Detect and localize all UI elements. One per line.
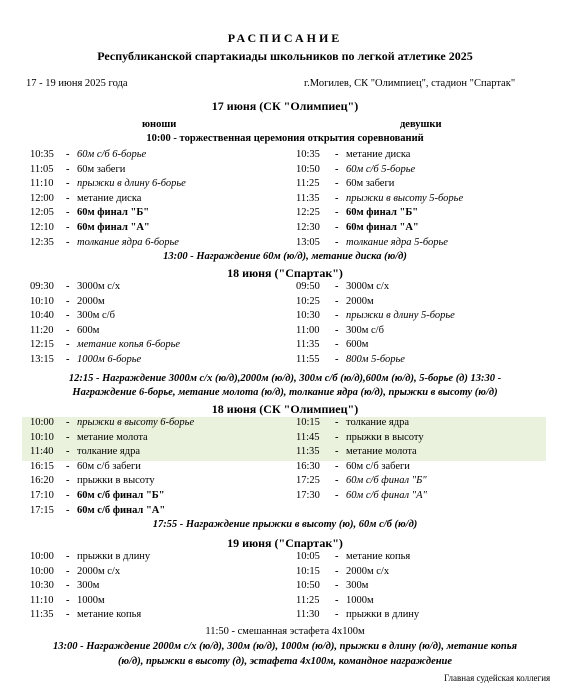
boys-dash: - (66, 222, 70, 233)
schedule-row (22, 432, 546, 447)
boys-dash: - (66, 149, 70, 160)
girls-dash: - (335, 281, 339, 292)
girls-event: 60м с/б забеги (346, 460, 410, 472)
boys-time: 11:40 (30, 446, 54, 458)
schedule-row (22, 446, 546, 461)
boys-dash: - (66, 504, 70, 516)
boys-time: 12:00 (30, 192, 54, 204)
boys-event: прыжки в высоту (77, 475, 155, 487)
column-header-girls: девушки (400, 119, 442, 130)
boys-event: 300м (77, 580, 100, 592)
boys-event: 60м с/б забеги (77, 460, 141, 472)
boys-time: 11:10 (30, 178, 54, 190)
schedule-row (0, 475, 570, 490)
girls-event: 600м (346, 339, 369, 351)
boys-dash: - (66, 431, 70, 443)
opening-ceremony: 10:00 - торжественная церемония открытия соревнований (146, 133, 424, 144)
boys-time: 10:10 (30, 295, 54, 307)
boys-time: 12:10 (30, 222, 54, 233)
boys-dash: - (66, 551, 70, 562)
girls-dash: - (335, 594, 339, 606)
girls-dash: - (335, 580, 339, 592)
girls-dash: - (335, 163, 339, 175)
girls-time: 16:30 (296, 460, 320, 472)
girls-event: 2000м с/х (346, 565, 390, 577)
boys-time: 12:15 (30, 339, 54, 351)
boys-dash: - (66, 207, 70, 219)
girls-event: 2000м (346, 295, 374, 307)
girls-event: метание молота (346, 446, 417, 458)
day-heading: 18 июня ("Спартак") (227, 266, 343, 280)
girls-time: 10:30 (296, 310, 320, 322)
boys-time: 16:20 (30, 475, 54, 487)
girls-time: 10:50 (296, 163, 320, 175)
boys-event: 60м финал "Б" (77, 207, 150, 219)
girls-time: 11:35 (296, 446, 320, 458)
boys-event: прыжки в длину (77, 551, 151, 562)
girls-dash: - (335, 460, 339, 472)
girls-event: 60м с/б финал "А" (346, 490, 427, 501)
boys-event: метание диска (77, 192, 142, 204)
girls-dash: - (335, 446, 339, 458)
boys-time: 11:35 (30, 609, 54, 621)
boys-dash: - (66, 236, 70, 248)
girls-time: 10:25 (296, 295, 320, 307)
boys-event: 1000м 6-борье (77, 354, 142, 365)
girls-time: 10:15 (296, 417, 320, 428)
schedule-row (0, 354, 570, 369)
boys-time: 11:10 (30, 594, 54, 606)
boys-dash: - (66, 178, 70, 190)
girls-time: 11:35 (296, 339, 320, 351)
girls-dash: - (335, 310, 339, 322)
girls-time: 10:50 (296, 580, 320, 592)
boys-time: 11:05 (30, 163, 54, 175)
boys-event: 1000м (77, 594, 105, 606)
column-header-boys: юноши (142, 119, 177, 130)
girls-time: 09:50 (296, 281, 320, 292)
girls-event: метание диска (346, 149, 411, 160)
girls-dash: - (335, 149, 339, 160)
boys-dash: - (66, 281, 70, 292)
boys-dash: - (66, 324, 70, 336)
boys-event: прыжки в высоту 6-борье (77, 417, 195, 428)
girls-event: метание копья (346, 551, 411, 562)
girls-dash: - (335, 354, 339, 365)
boys-time: 12:35 (30, 236, 54, 248)
schedule-row (0, 222, 570, 237)
boys-time: 09:30 (30, 281, 54, 292)
boys-event: 60м с/б финал "Б" (77, 490, 165, 501)
schedule-row (0, 164, 570, 179)
schedule-row (0, 490, 570, 505)
schedule-row (0, 325, 570, 340)
schedule-row (0, 505, 570, 520)
girls-time: 11:00 (296, 324, 320, 336)
boys-event: 3000м с/х (77, 281, 121, 292)
girls-dash: - (335, 236, 339, 248)
relay-line: 11:50 - смешанная эстафета 4х100м (205, 626, 365, 637)
boys-event: 2000м с/х (77, 565, 121, 577)
girls-time: 11:25 (296, 178, 320, 190)
boys-event: метание копья 6-борье (77, 339, 181, 351)
girls-time: 12:30 (296, 222, 320, 233)
girls-dash: - (335, 565, 339, 577)
schedule-row (0, 178, 570, 193)
event-place: г.Могилев, СК "Олимпиец", стадион "Спартак" (304, 78, 516, 89)
boys-time: 10:00 (30, 551, 54, 562)
schedule-row (22, 417, 546, 432)
boys-event: 60м с/б 6-борье (77, 149, 147, 160)
boys-time: 12:05 (30, 207, 54, 219)
boys-dash: - (66, 565, 70, 577)
boys-event: 600м (77, 324, 100, 336)
boys-event: 60м забеги (77, 163, 126, 175)
girls-dash: - (335, 178, 339, 190)
boys-event: 60м финал "А" (77, 222, 150, 233)
day-heading: 18 июня (СК "Олимпиец") (211, 402, 359, 416)
boys-dash: - (66, 163, 70, 175)
schedule-row (0, 207, 570, 222)
award-line: 17:55 - Награждение прыжки в высоту (ю), 60м с/б (ю/д) (152, 519, 418, 530)
boys-dash: - (66, 295, 70, 307)
schedule-row (0, 149, 570, 164)
girls-dash: - (335, 551, 339, 562)
schedule-row (0, 580, 570, 595)
girls-time: 10:05 (296, 551, 320, 562)
boys-time: 13:15 (30, 354, 54, 365)
girls-event: толкание ядра 5-борье (346, 236, 448, 248)
award-line: 13:00 - Награждение 60м (ю/д), метание диска (ю/д) (163, 251, 407, 262)
boys-dash: - (66, 339, 70, 351)
girls-time: 11:30 (296, 609, 320, 621)
boys-time: 10:00 (30, 417, 54, 428)
girls-event: прыжки в длину (346, 609, 420, 621)
schedule-row (0, 461, 570, 476)
girls-dash: - (335, 417, 339, 428)
schedule-row (0, 296, 570, 311)
girls-dash: - (335, 490, 339, 501)
girls-time: 13:05 (296, 236, 320, 248)
day-heading: 19 июня ("Спартак") (227, 536, 343, 550)
boys-dash: - (66, 310, 70, 322)
girls-event: 1000м (346, 594, 374, 606)
boys-time: 11:20 (30, 324, 54, 336)
boys-dash: - (66, 417, 70, 428)
girls-event: 300м с/б (346, 324, 384, 336)
boys-event: 300м с/б (77, 310, 115, 322)
girls-dash: - (335, 192, 339, 204)
girls-event: 800м 5-борье (346, 354, 405, 365)
boys-time: 17:10 (30, 490, 54, 501)
girls-dash: - (335, 324, 339, 336)
girls-dash: - (335, 207, 339, 219)
schedule-row (0, 193, 570, 208)
schedule-row (0, 609, 570, 624)
girls-dash: - (335, 295, 339, 307)
girls-event: 60м с/б 5-борье (346, 163, 416, 175)
page-subtitle: Республиканской спартакиады школьников по легкой атлетике 2025 (97, 49, 473, 63)
boys-event: толкание ядра (77, 446, 141, 458)
schedule-row (0, 281, 570, 296)
schedule-row (0, 551, 570, 566)
girls-event: прыжки в высоту 5-борье (346, 192, 464, 204)
boys-time: 10:40 (30, 310, 54, 322)
boys-dash: - (66, 594, 70, 606)
boys-time: 10:00 (30, 565, 54, 577)
day-heading: 17 июня (СК "Олимпиец") (211, 99, 359, 113)
event-dates: 17 - 19 июня 2025 года (26, 78, 128, 89)
girls-time: 11:25 (296, 594, 320, 606)
boys-dash: - (66, 354, 70, 365)
schedule-row (0, 237, 570, 252)
schedule-row (0, 595, 570, 610)
boys-time: 16:15 (30, 460, 54, 472)
girls-dash: - (335, 431, 339, 443)
girls-event: прыжки в длину 5-борье (346, 310, 455, 322)
girls-dash: - (335, 222, 339, 233)
boys-time: 10:35 (30, 149, 54, 160)
girls-event: 60м с/б финал "Б" (346, 475, 427, 487)
award-line: Награждение 6-борье, метание молота (ю/д), толкание ядра (ю/д), прыжки в высоту (ю/д) (72, 387, 498, 398)
girls-time: 10:35 (296, 149, 320, 160)
boys-dash: - (66, 475, 70, 487)
footer-signature: Главная судейская коллегия (444, 673, 551, 683)
schedule-row (0, 310, 570, 325)
award-line: (ю/д), прыжки в высоту (д), эстафета 4х100м, командное награждение (117, 656, 453, 667)
girls-time: 11:55 (296, 354, 320, 365)
girls-event: толкание ядра (346, 417, 410, 428)
girls-time: 11:35 (296, 192, 320, 204)
girls-time: 12:25 (296, 207, 320, 219)
boys-event: толкание ядра 6-борье (77, 236, 179, 248)
boys-event: метание копья (77, 609, 142, 621)
boys-time: 10:30 (30, 580, 54, 592)
schedule-row (0, 339, 570, 354)
girls-time: 17:30 (296, 490, 320, 501)
boys-dash: - (66, 446, 70, 458)
boys-event: 60м с/б финал "А" (77, 504, 166, 516)
girls-event: 60м финал "Б" (346, 207, 419, 219)
page-title: РАСПИСАНИЕ (227, 31, 343, 45)
girls-dash: - (335, 475, 339, 487)
schedule-row (0, 566, 570, 581)
boys-time: 10:10 (30, 431, 54, 443)
boys-event: прыжки в длину 6-борье (77, 178, 186, 190)
girls-event: 300м (346, 580, 369, 592)
award-line: 13:00 - Награждение 2000м с/х (ю/д), 300м (ю/д), 1000м (ю/д), прыжки в длину (ю/д), метание копья (53, 641, 517, 652)
boys-event: 2000м (77, 295, 105, 307)
girls-time: 11:45 (296, 431, 320, 443)
boys-dash: - (66, 460, 70, 472)
girls-time: 10:15 (296, 565, 320, 577)
girls-event: 60м финал "А" (346, 222, 419, 233)
boys-time: 17:15 (30, 504, 54, 516)
girls-dash: - (335, 609, 339, 621)
boys-dash: - (66, 490, 70, 501)
girls-event: 60м забеги (346, 178, 395, 190)
boys-dash: - (66, 580, 70, 592)
girls-event: 3000м с/х (346, 281, 390, 292)
award-line: 12:15 - Награждение 3000м с/х (ю/д),2000м (ю/д), 300м с/б (ю/д),600м (ю/д), 5-борье (д) 13:30 - (68, 373, 502, 384)
girls-time: 17:25 (296, 475, 320, 487)
boys-dash: - (66, 192, 70, 204)
girls-dash: - (335, 339, 339, 351)
boys-dash: - (66, 609, 70, 621)
girls-event: прыжки в высоту (346, 431, 424, 443)
boys-event: метание молота (77, 431, 148, 443)
